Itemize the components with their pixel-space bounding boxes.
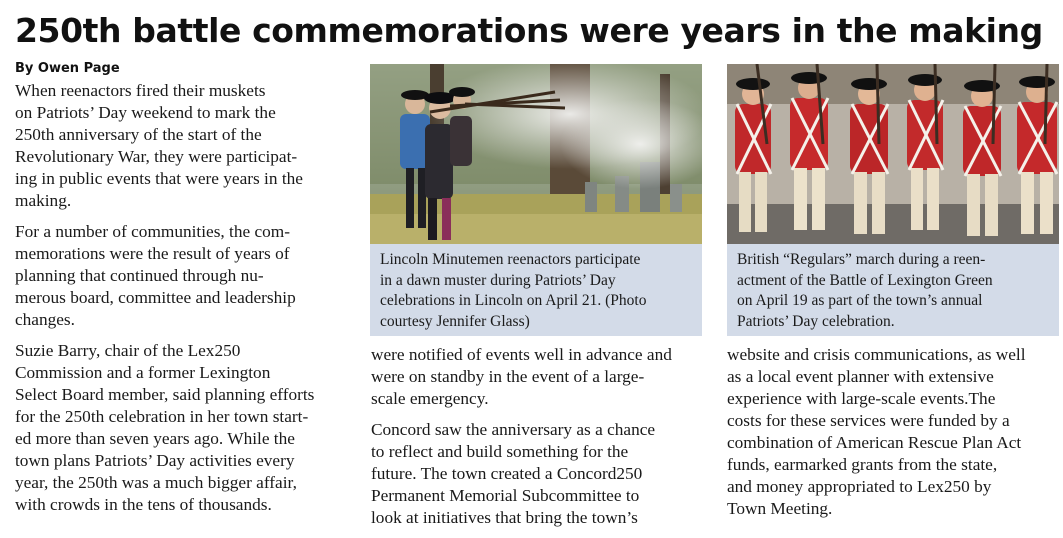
paragraph: For a number of communities, the com- memorations were the result of years of planning that continued through nu- merous board, committee and leadership changes. [15, 222, 296, 329]
paragraph: When reenactors fired their muskets on Patriots’ Day weekend to mark the 250th anniversary of the start of the Revolutionary War, they were participat- ing in public events that were years in the making. [15, 81, 303, 210]
article-byline: By Owen Page [15, 61, 120, 76]
photo-caption: Lincoln Minutemen reenactors participate in a dawn muster during Patriots’ Day celebrations in Lincoln on April 21. (Photo courtesy Jennifer Glass) [370, 244, 702, 336]
article-column-2 [371, 344, 711, 538]
article-column-3 [727, 344, 1063, 529]
paragraph: Suzie Barry, chair of the Lex250 Commission and a former Lexington Select Board member, said planning efforts for the 250th celebration in her town start- ed more than seven years ago. While the town plans Patriots’ Day activities every year, the 250th was a much bigger affair, with crowds in the tens of thousands. [15, 341, 315, 514]
article-column-1 [15, 80, 355, 525]
paragraph: Concord saw the anniversary as a chance to reflect and build something for the future. The town created a Concord250 Permanent Memorial Subcommittee to look at initiatives that bring the town’s [371, 420, 656, 527]
article-headline: 250th battle commemorations were years in the making [15, 11, 1043, 50]
minutemen-photo [370, 64, 702, 244]
british-regulars-photo [727, 64, 1059, 244]
photo-caption: British “Regulars” march during a reen- actment of the Battle of Lexington Green on April 19 as part of the town’s annual Patriots’ Day celebration. [727, 244, 1059, 336]
paragraph: were notified of events well in advance and were on standby in the event of a large- scale emergency. [371, 345, 672, 408]
paragraph: website and crisis communications, as well as a local event planner with extensive experience with large-scale events.The costs for these services were funded by a combination of American Rescue Plan Act funds, earmarked grants from the state, and money appropriated to Lex250 by Town Meeting. [727, 345, 1026, 518]
